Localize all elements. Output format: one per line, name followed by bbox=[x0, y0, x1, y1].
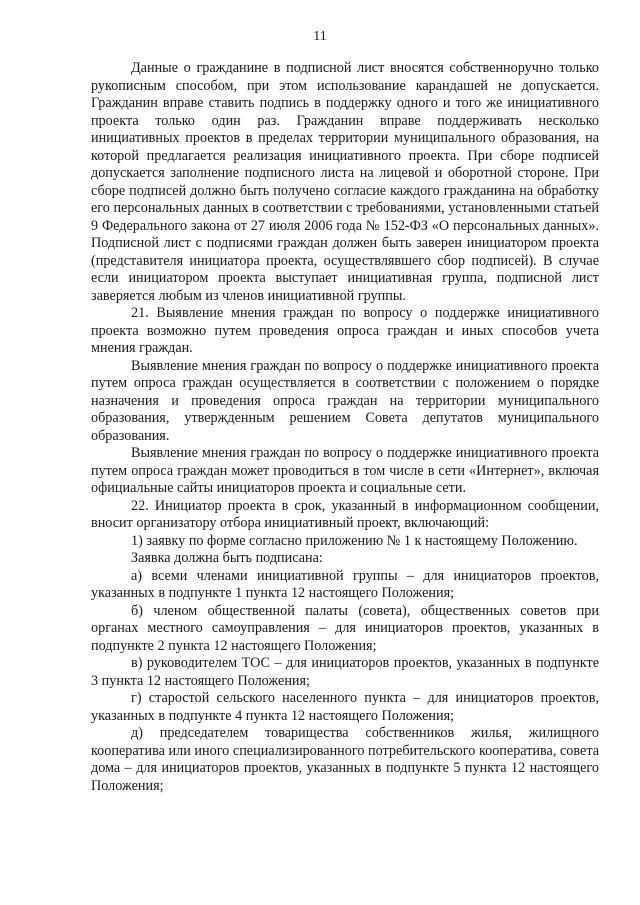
paragraph-subitem-g: г) старостой сельского населенного пункта – для инициаторов проектов, указанных в подпункте 4 пункта 12 настоящего Положения; bbox=[91, 690, 599, 724]
paragraph-item-21: 21. Выявление мнения граждан по вопросу о поддержке инициативного проекта возможно путем проведения опроса граждан и иных способов учета мнения граждан. bbox=[91, 305, 599, 356]
paragraph-signature-rules: Данные о гражданине в подписной лист вносятся собственноручно только рукописным способом, при этом использование карандашей не допускается. Гражданин вправе ставить подпись в поддержку одного и того же инициативного проекта только один раз. Гражданин вправе поддерживать несколько инициативных проектов в пределах территории муниципального образования, на которой предлагается реализация инициативного проекта. При сборе подписей допускается заполнение подписного листа на лицевой и оборотной стороне. При сборе подписей должно быть получено согласие каждого гражданина на обработку его персональных данных в соответствии с требованиями, установленными статьей 9 Федерального закона от 27 июля 2006 года № 152-ФЗ «О персональных данных». Подписной лист с подписями граждан должен быть заверен инициатором проекта (представителя инициатора проекта, осуществлявшего сбор подписей). В случае если инициатором проекта выступает инициативная группа, подписной лист заверяется любым из членов инициативной группы. bbox=[91, 60, 599, 304]
paragraph-signature-heading: Заявка должна быть подписана: bbox=[131, 550, 323, 566]
paragraph-subitem-a: а) всеми членами инициативной группы – для инициаторов проектов, указанных в подпункте 1 пункта 12 настоящего Положения; bbox=[91, 567, 599, 601]
paragraph-item-22: 22. Инициатор проекта в срок, указанный в информационном сообщении, вносит организатору отбора инициативный проект, включающий: bbox=[91, 497, 599, 531]
paragraph-subitem-1: 1) заявку по форме согласно приложению № 1 к настоящему Положению. bbox=[131, 532, 578, 549]
paragraph-survey-internet: Выявление мнения граждан по вопросу о поддержке инициативного проекта путем опроса граждан может проводиться в том числе в сети «Интернет», включая официальные сайты инициаторов проекта и социальные сети. bbox=[91, 445, 599, 496]
paragraph-subitem-b: б) членом общественной палаты (совета), общественных советов при органах местного самоуправления – для инициаторов проектов, указанных в подпункте 2 пункта 12 настоящего Положения; bbox=[91, 602, 599, 654]
paragraph-subitem-v: в) руководителем ТОС – для инициаторов проектов, указанных в подпункте 3 пункта 12 настоящего Положения; bbox=[91, 655, 599, 689]
paragraph-subitem-d: д) председателем товарищества собственников жилья, жилищного кооператива или иного специализированного потребительского кооператива, совета дома – для инициаторов проектов, указанных в подпункте 5 пункта 12 настоящего Положения; bbox=[91, 725, 599, 794]
paragraph-survey-procedure: Выявление мнения граждан по вопросу о поддержке инициативного проекта путем опроса граждан осуществляется в соответствии с положением о порядке назначения и проведения опроса граждан на территории муниципального образования, утвержденным решением Совета депутатов муниципального образования. bbox=[91, 357, 599, 444]
page-number: 11 bbox=[313, 29, 327, 44]
document-body bbox=[91, 60, 599, 795]
